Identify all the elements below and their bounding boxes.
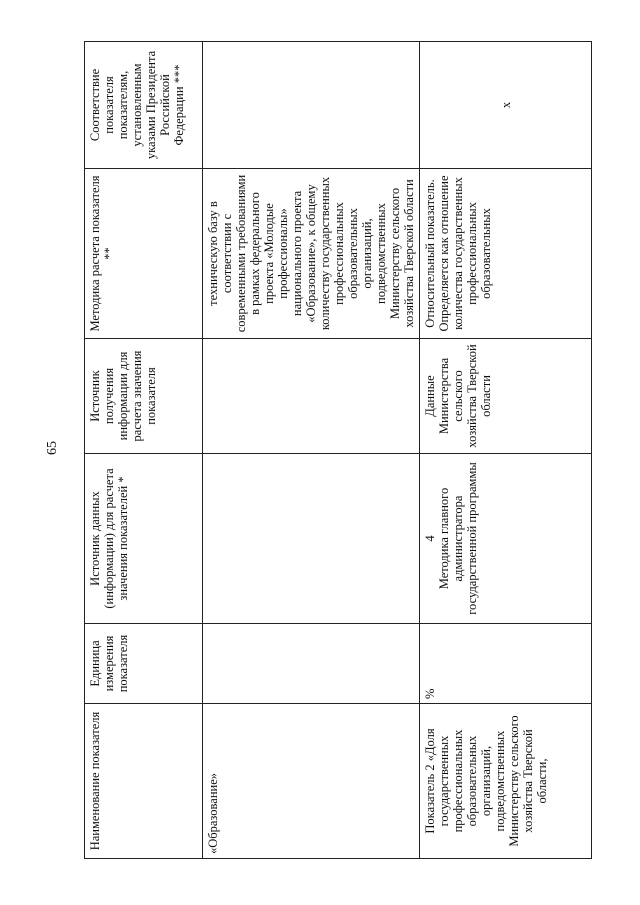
header-source: Источник данных (информации) для расчета значения показателей * bbox=[85, 454, 203, 624]
header-method: Методика расчета показателя ** bbox=[85, 169, 203, 339]
cell-info-source bbox=[203, 339, 420, 454]
table-row bbox=[203, 42, 420, 859]
table-row bbox=[420, 42, 592, 859]
header-unit: Единица измерения показателя bbox=[85, 624, 203, 704]
header-name: Наименование показателя bbox=[85, 704, 203, 859]
cell-method: техническую базу в соответствии с современными требованиями в рамках федерального проекта «Молодые профессионалы» национального проекта «Образование», к общему количеству государственных профессиональных образовательных организаций, подведомственных Министерству сельского хозяйства Тверской области bbox=[203, 169, 420, 339]
indicators-table bbox=[84, 41, 592, 859]
cell-name: «Образование» bbox=[203, 704, 420, 859]
cell-method: Относительный показатель. Определяется как отношение количества государственных профессиональных образовательных bbox=[420, 169, 592, 339]
cell-compliance bbox=[203, 42, 420, 169]
header-row bbox=[85, 42, 203, 859]
rotated-table-container bbox=[84, 42, 550, 859]
cell-compliance: х bbox=[420, 42, 592, 169]
page-number: 65 bbox=[45, 441, 60, 455]
header-info-source: Источник получения информации для расчета значения показателя bbox=[85, 339, 203, 454]
cell-source bbox=[420, 454, 592, 624]
cell-source-text: Методика главного администратора государственной программы bbox=[437, 462, 479, 615]
header-compliance: Соответствие показателя показателям, установленным указами Президента Российской Федерации *** bbox=[85, 42, 203, 169]
cell-source bbox=[203, 454, 420, 624]
cell-source-number: 4 bbox=[423, 535, 437, 542]
cell-unit bbox=[203, 624, 420, 704]
cell-info-source: Данные Министерства сельского хозяйства Тверской области bbox=[420, 339, 592, 454]
cell-unit: % bbox=[420, 624, 592, 704]
cell-name: Показатель 2 «Доля государственных профессиональных образовательных организаций, подведомственных Министерству сельского хозяйства Тверской области, bbox=[420, 704, 592, 859]
